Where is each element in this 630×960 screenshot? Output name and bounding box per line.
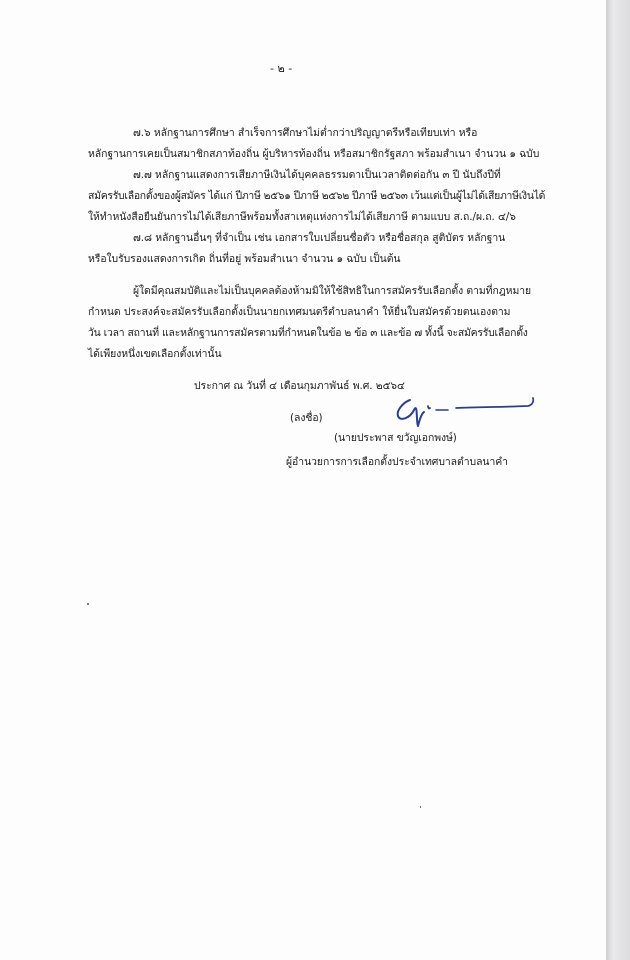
clause-7-7-line-1: ๗.๗ หลักฐานแสดงการเสียภาษีเงินได้บุคคลธรรมดาเป็นเวลาติดต่อกัน ๓ ปี นับถึงปีที่ [133, 169, 501, 181]
notice-line-1: ผู้ใดมีคุณสมบัติและไม่เป็นบุคคลต้องห้ามมิให้ใช้สิทธิในการสมัครรับเลือกตั้ง ตามที่กฎหมาย [133, 285, 532, 297]
scan-speck [87, 603, 89, 605]
notice-line-3: วัน เวลา สถานที่ และหลักฐานการสมัครตามที่กำหนดในข้อ ๒ ข้อ ๓ และข้อ ๗ ทั้งนี้ จะสมัครรับเลือกตั้ง [88, 327, 528, 339]
signed-label: (ลงชื่อ) [290, 412, 323, 424]
page-number: - ๒ - [270, 62, 293, 75]
clause-7-7-line-3: ให้ทำหนังสือยืนยันการไม่ได้เสียภาษีพร้อมทั้งสาเหตุแห่งการไม่ได้เสียภาษี ตามแบบ ส.ถ./ผ.ถ. ๔/๖ [88, 211, 516, 223]
clause-7-6-line-2: หลักฐานการเคยเป็นสมาชิกสภาท้องถิ่น ผู้บริหารท้องถิ่น หรือสมาชิกรัฐสภา พร้อมสำเนา จำนวน ๑ ฉบับ [88, 148, 540, 160]
handwritten-signature [388, 392, 538, 428]
clause-7-8-line-1: ๗.๘ หลักฐานอื่นๆ ที่จำเป็น เช่น เอกสารใบเปลี่ยนชื่อตัว หรือชื่อสกุล สูติบัตร หลักฐาน [133, 232, 506, 244]
clause-7-8-line-2: หรือใบรับรองแสดงการเกิด ถิ่นที่อยู่ พร้อมสำเนา จำนวน ๑ ฉบับ เป็นต้น [88, 253, 401, 265]
clause-7-6-line-1: ๗.๖ หลักฐานการศึกษา สำเร็จการศึกษาไม่ต่ำกว่าปริญญาตรีหรือเทียบเท่า หรือ [133, 127, 478, 139]
signer-title: ผู้อำนวยการการเลือกตั้งประจำเทศบาลตำบลนาคำ [286, 456, 508, 468]
announcement-date: ประกาศ ณ วันที่ ๔ เดือนกุมภาพันธ์ พ.ศ. ๒๕๖๔ [194, 380, 405, 392]
page-edge-shadow [606, 0, 630, 960]
signer-name: (นายประพาส ขวัญเอกพงษ์) [334, 432, 457, 444]
clause-7-7-line-2: สมัครรับเลือกตั้งของผู้สมัคร ได้แก่ ปีภาษี ๒๕๖๑ ปีภาษี ๒๕๖๒ ปีภาษี ๒๕๖๓ เว้นแต่เป็นผู้ไม่ได้เสียภาษีเงินได้ [88, 190, 546, 202]
scan-speck [420, 806, 421, 808]
notice-line-2: กำหนด ประสงค์จะสมัครรับเลือกตั้งเป็นนายกเทศมนตรีตำบลนาคำ ให้ยื่นใบสมัครด้วยตนเองตาม [88, 306, 511, 318]
notice-line-4: ได้เพียงหนึ่งเขตเลือกตั้งเท่านั้น [88, 348, 222, 360]
